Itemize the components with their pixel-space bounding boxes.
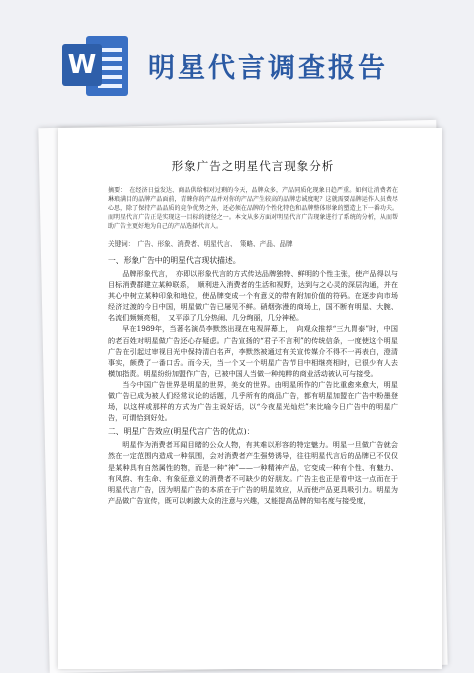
page-content — [108, 158, 398, 506]
body-paragraph: 品牌形象代言， 亦即以形象代言的方式传达品牌独特、鲜明的个性主张，使产品得以与目标消费群建立某种联系， 顺利进入消费者的生活和视野，达到与之心灵的深层沟通，并在其心中树立某种印象和地位，使品牌变成一个有意义的带有附加价值的符码。在逐步向市场经济过渡的今日中国，明星做广告已屡见不鲜。硝烟弥漫的商场上，国不断有明星、大腕、名流们频频亮相， 又平添了几分热闹、几分绚丽，几分神秘。 — [108, 269, 398, 323]
header-banner — [0, 0, 474, 120]
word-letter-badge: W — [62, 44, 102, 86]
body-paragraph: 当今中国广告世界是明星的世界，美女的世界。由明星所作的广告比重愈来愈大，明星做广告已成为被人们经常议论的话题，几乎所有的商品广告，都有明星加盟在广告中粉墨登场，以这样或那样的方式为广告主说好话，以“今夜星光灿烂”来比喻今日广告中的明星广告，可谓恰到好处。 — [108, 379, 398, 423]
body-paragraph: 早在1989年，当著名演员李默然出现在电视屏幕上， 向观众推荐“三九胃泰”时，中国的老百姓对明星做广告还心存疑虑。广告宣扬的“君子不言利”的传统信条，一度使这个明星广告在引起过审视目光中保持清白名声，李默然被通过有关宣传媒介不得不一再表白，澄清事实，颇费了一番口舌。而今天，当一个又一个明星广告节目中相继亮相时，已很少有人去横加指责。明星纷纷加盟作广告，已被中国人当做一种纯粹的商业活动被认可与接受。 — [108, 324, 398, 378]
keywords-line: 关键词： 广告、形象、消费者、明星代言、 策略、产品、品牌 — [108, 240, 293, 248]
word-document-icon — [62, 36, 128, 96]
section-heading: 二、明星广告效应(明星代言广告的优点)： — [108, 427, 255, 437]
article-title: 形象广告之明星代言现象分析 — [171, 159, 335, 173]
body-paragraph: 明星作为消费者耳闻目睹的公众人物，有其难以形容的特定魅力。明星一旦做广告就会然在一定范围内造成一种氛围，会对消费者产生强势诱导，往往明星代言后的品牌已不仅仅是某种具有自然属性的物，而是一种“神”——一种精神产品，它变成一种有个性、有魅力、有风韵、有生命、有象征意义的消费者不可缺少的好朋友。广告主也正是看中这一点而在于明星代言广告，因为明星广告的本质在于广告的明星效应，从而使产品更具吸引力。明星为产品做广告宣传，既可以刺激大众的注意与兴趣，又能提高品牌的知名度与接受度， — [108, 440, 398, 505]
abstract-paragraph: 摘要： 在经济日益发达、商品供给相对过剩的今天，品牌众多，产品同质化现象日趋严重。如何让消费者在琳琅满目的品牌产品面前，青睐你的产品并对你的产品产生较高的品牌忠诚度呢？这就需要品牌运作人员费尽心思，除了保持产品品质的竞争优势之外，还必须在品牌的个性化特色和品牌整体形象的塑造上下一番功夫。而明星代言广告正是实现这一目标的捷径之一。本文从多方面对明星代言广告现象进行了系统的分析，从而帮助广告主更好地为自己的产品选择代言人。 — [108, 187, 398, 230]
document-title: 明星代言调查报告 — [148, 53, 388, 84]
document-page — [58, 128, 442, 669]
section-heading: 一、形象广告中的明星代言现状描述。 — [108, 256, 241, 265]
